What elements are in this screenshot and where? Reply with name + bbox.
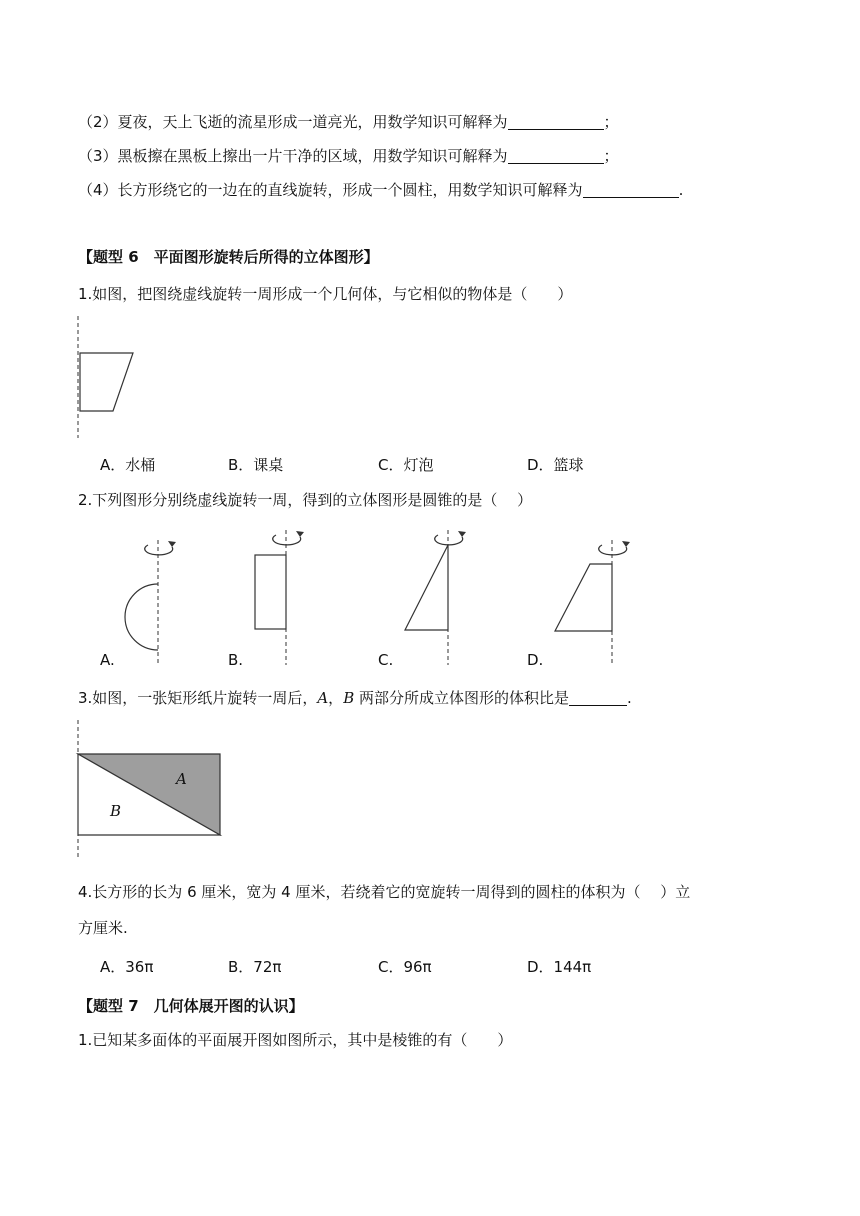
- triangle-shape: [405, 545, 448, 630]
- s6-q3-stem-a: A: [317, 689, 329, 707]
- q5-line-3: [78, 146, 619, 166]
- rotation-arrow-icon: [435, 535, 463, 545]
- s6-q2-option-b[interactable]: B.: [228, 651, 244, 669]
- rotation-arrow-icon: [599, 545, 627, 555]
- s6-q4-option-a[interactable]: A．36π: [100, 958, 154, 976]
- q5-line-4-suffix: .: [678, 181, 684, 199]
- s6-q2-option-d[interactable]: D.: [527, 651, 544, 669]
- rectangle-shape: [255, 555, 286, 629]
- s6-q4-option-b[interactable]: B．72π: [228, 958, 282, 976]
- s6-q2-figure-a: [120, 535, 190, 665]
- s6-q1-stem: 1.如图，把图绕虚线旋转一周形成一个几何体，与它相似的物体是（ ）: [78, 285, 573, 303]
- s6-q2-stem: 2.下列图形分别绕虚线旋转一周，得到的立体图形是圆锥的是（ ）: [78, 491, 533, 509]
- s6-q2-option-a[interactable]: A.: [100, 651, 115, 669]
- rotation-arrow-icon: [145, 545, 173, 555]
- answer-blank[interactable]: [569, 689, 627, 706]
- s6-q1-option-b[interactable]: B．课桌: [228, 456, 284, 474]
- arrowhead-icon: [168, 541, 176, 547]
- s6-q3-stem-sep: ，: [328, 689, 344, 707]
- s6-q1-trapezoid-figure: [70, 316, 150, 438]
- s6-q4-option-c[interactable]: C．96π: [378, 958, 432, 976]
- answer-blank[interactable]: [508, 147, 604, 164]
- s6-q1-option-c[interactable]: C．灯泡: [378, 456, 434, 474]
- arrowhead-icon: [458, 531, 466, 537]
- s7-q1-stem: 1.已知某多面体的平面展开图如图所示，其中是棱锥的有（ ）: [78, 1031, 513, 1049]
- s6-q3-stem-end: .: [627, 689, 632, 707]
- section-6-heading: 【题型 6 平面图形旋转后所得的立体图形】: [78, 248, 379, 266]
- q5-line-4-text: （4）长方形绕它的一边在的直线旋转，形成一个圆柱，用数学知识可解释为: [78, 181, 583, 199]
- q5-line-3-suffix: ；: [603, 147, 619, 165]
- answer-blank[interactable]: [508, 113, 604, 130]
- q5-line-3-text: （3）黑板擦在黑板上擦出一片干净的区域，用数学知识可解释为: [78, 147, 508, 165]
- q5-line-2-suffix: ；: [603, 113, 619, 131]
- s6-q4-option-d[interactable]: D．144π: [527, 958, 592, 976]
- trapezoid-shape: [80, 353, 133, 411]
- s6-q3-stem-b: B: [343, 689, 355, 707]
- q5-line-2: [78, 112, 619, 132]
- label-a: A: [176, 770, 187, 788]
- q5-line-4: [78, 180, 683, 200]
- answer-blank[interactable]: [583, 181, 679, 198]
- q5-line-2-text: （2）夏夜，天上飞逝的流星形成一道亮光，用数学知识可解释为: [78, 113, 508, 131]
- s6-q3-rectangle-figure: [72, 720, 232, 860]
- rotation-arrow-icon: [273, 535, 301, 545]
- s6-q2-option-c[interactable]: C.: [378, 651, 394, 669]
- s6-q3-stem-text: 3.如图，一张矩形纸片旋转一周后，: [78, 689, 318, 707]
- label-b: B: [110, 802, 122, 820]
- s6-q4-stem-line1: 4.长方形的长为 6 厘米，宽为 4 厘米，若绕着它的宽旋转一周得到的圆柱的体积为（ ）立: [78, 883, 691, 901]
- semicircle-shape: [125, 584, 158, 650]
- s6-q2-figure-b: [250, 525, 320, 665]
- s6-q1-option-d[interactable]: D．篮球: [527, 456, 584, 474]
- s6-q1-option-a[interactable]: A．水桶: [100, 456, 156, 474]
- arrowhead-icon: [622, 541, 630, 547]
- s6-q2-figure-d: [550, 535, 640, 665]
- trapezoid-shape: [555, 564, 612, 631]
- section-7-heading: 【题型 7 几何体展开图的认识】: [78, 997, 304, 1015]
- s6-q4-stem-line2: 方厘米.: [78, 919, 128, 937]
- s6-q3-stem-after: 两部分所成立体图形的体积比是: [354, 689, 569, 707]
- s6-q3-stem: [78, 688, 632, 708]
- arrowhead-icon: [296, 531, 304, 537]
- s6-q2-figure-c: [400, 525, 480, 665]
